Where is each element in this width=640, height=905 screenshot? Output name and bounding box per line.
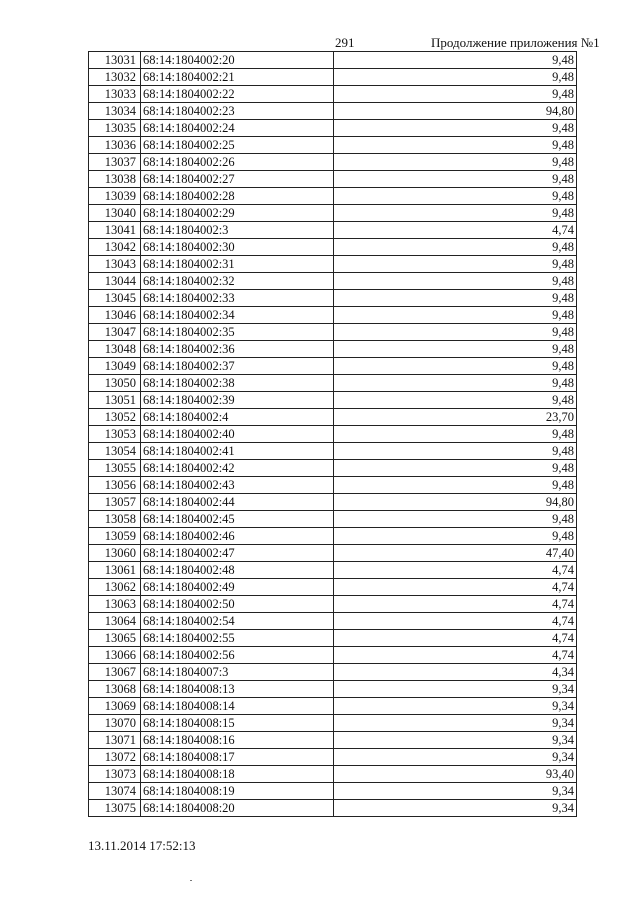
cadastral-number-cell: 68:14:1804002:24: [141, 120, 334, 137]
cadastral-number-cell: 68:14:1804002:43: [141, 477, 334, 494]
value-cell: 9,48: [334, 171, 577, 188]
table-row: [89, 307, 577, 324]
row-number-cell: 13070: [89, 715, 141, 732]
value-cell: 9,48: [334, 426, 577, 443]
row-number-cell: 13038: [89, 171, 141, 188]
value-cell: 4,74: [334, 579, 577, 596]
value-cell: 9,48: [334, 137, 577, 154]
table-row: [89, 392, 577, 409]
cadastral-number-cell: 68:14:1804002:4: [141, 409, 334, 426]
value-cell: 4,74: [334, 613, 577, 630]
cadastral-number-cell: 68:14:1804002:28: [141, 188, 334, 205]
value-cell: 9,48: [334, 358, 577, 375]
value-cell: 9,48: [334, 239, 577, 256]
cadastral-number-cell: 68:14:1804002:25: [141, 137, 334, 154]
row-number-cell: 13039: [89, 188, 141, 205]
table-row: [89, 69, 577, 86]
table-row: [89, 579, 577, 596]
table-row: [89, 511, 577, 528]
value-cell: 93,40: [334, 766, 577, 783]
value-cell: 47,40: [334, 545, 577, 562]
table-row: [89, 562, 577, 579]
cadastral-number-cell: 68:14:1804008:16: [141, 732, 334, 749]
table-row: [89, 154, 577, 171]
row-number-cell: 13046: [89, 307, 141, 324]
cadastral-number-cell: 68:14:1804002:29: [141, 205, 334, 222]
row-number-cell: 13032: [89, 69, 141, 86]
table-row: [89, 341, 577, 358]
row-number-cell: 13034: [89, 103, 141, 120]
table-row: [89, 783, 577, 800]
cadastral-number-cell: 68:14:1804002:55: [141, 630, 334, 647]
value-cell: 9,34: [334, 800, 577, 817]
row-number-cell: 13065: [89, 630, 141, 647]
cadastral-number-cell: 68:14:1804002:48: [141, 562, 334, 579]
row-number-cell: 13056: [89, 477, 141, 494]
row-number-cell: 13047: [89, 324, 141, 341]
cadastral-number-cell: 68:14:1804002:27: [141, 171, 334, 188]
row-number-cell: 13075: [89, 800, 141, 817]
cadastral-number-cell: 68:14:1804002:40: [141, 426, 334, 443]
table-row: [89, 749, 577, 766]
value-cell: 9,48: [334, 120, 577, 137]
value-cell: 9,48: [334, 86, 577, 103]
row-number-cell: 13036: [89, 137, 141, 154]
table-row: [89, 698, 577, 715]
value-cell: 23,70: [334, 409, 577, 426]
cadastral-number-cell: 68:14:1804002:49: [141, 579, 334, 596]
cadastral-number-cell: 68:14:1804002:34: [141, 307, 334, 324]
table-row: [89, 443, 577, 460]
table-row: [89, 545, 577, 562]
cadastral-number-cell: 68:14:1804008:14: [141, 698, 334, 715]
value-cell: 4,34: [334, 664, 577, 681]
table-row: [89, 460, 577, 477]
value-cell: 9,34: [334, 783, 577, 800]
table-row: [89, 171, 577, 188]
row-number-cell: 13055: [89, 460, 141, 477]
cadastral-number-cell: 68:14:1804002:39: [141, 392, 334, 409]
row-number-cell: 13044: [89, 273, 141, 290]
value-cell: 94,80: [334, 103, 577, 120]
table-row: [89, 477, 577, 494]
value-cell: 9,34: [334, 681, 577, 698]
row-number-cell: 13072: [89, 749, 141, 766]
value-cell: 9,48: [334, 324, 577, 341]
row-number-cell: 13066: [89, 647, 141, 664]
value-cell: 9,48: [334, 460, 577, 477]
value-cell: 4,74: [334, 630, 577, 647]
row-number-cell: 13049: [89, 358, 141, 375]
value-cell: 9,48: [334, 341, 577, 358]
table-row: [89, 732, 577, 749]
table-row: [89, 715, 577, 732]
row-number-cell: 13040: [89, 205, 141, 222]
value-cell: 9,34: [334, 715, 577, 732]
row-number-cell: 13052: [89, 409, 141, 426]
value-cell: 9,48: [334, 256, 577, 273]
value-cell: 9,34: [334, 698, 577, 715]
cadastral-number-cell: 68:14:1804002:37: [141, 358, 334, 375]
table-row: [89, 86, 577, 103]
value-cell: 9,48: [334, 477, 577, 494]
value-cell: 94,80: [334, 494, 577, 511]
cadastral-number-cell: 68:14:1804002:3: [141, 222, 334, 239]
cadastral-number-cell: 68:14:1804002:22: [141, 86, 334, 103]
value-cell: 4,74: [334, 596, 577, 613]
row-number-cell: 13031: [89, 52, 141, 69]
cadastral-number-cell: 68:14:1804008:13: [141, 681, 334, 698]
table-row: [89, 596, 577, 613]
cadastral-number-cell: 68:14:1804002:32: [141, 273, 334, 290]
cadastral-number-cell: 68:14:1804002:38: [141, 375, 334, 392]
table-body: [89, 52, 577, 817]
cadastral-number-cell: 68:14:1804002:54: [141, 613, 334, 630]
cadastral-number-cell: 68:14:1804002:56: [141, 647, 334, 664]
cadastral-number-cell: 68:14:1804002:44: [141, 494, 334, 511]
value-cell: 9,48: [334, 511, 577, 528]
value-cell: 9,48: [334, 290, 577, 307]
cadastral-number-cell: 68:14:1804008:18: [141, 766, 334, 783]
row-number-cell: 13048: [89, 341, 141, 358]
row-number-cell: 13062: [89, 579, 141, 596]
cadastral-number-cell: 68:14:1804002:26: [141, 154, 334, 171]
table-row: [89, 409, 577, 426]
value-cell: 4,74: [334, 647, 577, 664]
table-row: [89, 290, 577, 307]
table-row: [89, 256, 577, 273]
cadastral-number-cell: 68:14:1804002:46: [141, 528, 334, 545]
cadastral-number-cell: 68:14:1804002:30: [141, 239, 334, 256]
table-row: [89, 222, 577, 239]
value-cell: 9,48: [334, 188, 577, 205]
row-number-cell: 13033: [89, 86, 141, 103]
row-number-cell: 13035: [89, 120, 141, 137]
cadastral-number-cell: 68:14:1804002:20: [141, 52, 334, 69]
table-row: [89, 664, 577, 681]
row-number-cell: 13045: [89, 290, 141, 307]
table-row: [89, 205, 577, 222]
table-row: [89, 766, 577, 783]
cadastral-number-cell: 68:14:1804002:45: [141, 511, 334, 528]
row-number-cell: 13053: [89, 426, 141, 443]
value-cell: 9,48: [334, 375, 577, 392]
table-row: [89, 358, 577, 375]
row-number-cell: 13042: [89, 239, 141, 256]
value-cell: 9,34: [334, 749, 577, 766]
row-number-cell: 13050: [89, 375, 141, 392]
value-cell: 9,48: [334, 154, 577, 171]
table-row: [89, 375, 577, 392]
value-cell: 9,34: [334, 732, 577, 749]
table-row: [89, 630, 577, 647]
row-number-cell: 13067: [89, 664, 141, 681]
row-number-cell: 13073: [89, 766, 141, 783]
footer-timestamp: 13.11.2014 17:52:13: [88, 838, 196, 853]
table-row: [89, 52, 577, 69]
row-number-cell: 13057: [89, 494, 141, 511]
cadastral-number-cell: 68:14:1804002:21: [141, 69, 334, 86]
cadastral-number-cell: 68:14:1804002:47: [141, 545, 334, 562]
cadastral-number-cell: 68:14:1804002:35: [141, 324, 334, 341]
row-number-cell: 13054: [89, 443, 141, 460]
table-row: [89, 188, 577, 205]
cadastral-number-cell: 68:14:1804007:3: [141, 664, 334, 681]
cadastral-number-cell: 68:14:1804002:42: [141, 460, 334, 477]
row-number-cell: 13061: [89, 562, 141, 579]
row-number-cell: 13060: [89, 545, 141, 562]
value-cell: 9,48: [334, 52, 577, 69]
value-cell: 9,48: [334, 443, 577, 460]
value-cell: 9,48: [334, 307, 577, 324]
value-cell: 9,48: [334, 528, 577, 545]
table-row: [89, 528, 577, 545]
cadastral-number-cell: 68:14:1804002:36: [141, 341, 334, 358]
value-cell: 4,74: [334, 562, 577, 579]
row-number-cell: 13051: [89, 392, 141, 409]
land-plot-table: [88, 51, 577, 817]
table-row: [89, 613, 577, 630]
row-number-cell: 13074: [89, 783, 141, 800]
cadastral-number-cell: 68:14:1804002:33: [141, 290, 334, 307]
table-row: [89, 681, 577, 698]
table-row: [89, 426, 577, 443]
cadastral-number-cell: 68:14:1804008:15: [141, 715, 334, 732]
row-number-cell: 13043: [89, 256, 141, 273]
table-row: [89, 120, 577, 137]
value-cell: 9,48: [334, 273, 577, 290]
table-row: [89, 273, 577, 290]
row-number-cell: 13059: [89, 528, 141, 545]
cadastral-number-cell: 68:14:1804002:31: [141, 256, 334, 273]
cadastral-number-cell: 68:14:1804008:19: [141, 783, 334, 800]
value-cell: 4,74: [334, 222, 577, 239]
scan-artifact: [190, 880, 192, 881]
page-header-title: Продолжение приложения №1: [431, 35, 600, 50]
table-row: [89, 137, 577, 154]
row-number-cell: 13068: [89, 681, 141, 698]
cadastral-number-cell: 68:14:1804002:50: [141, 596, 334, 613]
table-row: [89, 103, 577, 120]
value-cell: 9,48: [334, 205, 577, 222]
table-row: [89, 324, 577, 341]
value-cell: 9,48: [334, 69, 577, 86]
row-number-cell: 13063: [89, 596, 141, 613]
value-cell: 9,48: [334, 392, 577, 409]
table-row: [89, 647, 577, 664]
cadastral-number-cell: 68:14:1804008:20: [141, 800, 334, 817]
table-row: [89, 239, 577, 256]
table-row: [89, 494, 577, 511]
row-number-cell: 13058: [89, 511, 141, 528]
cadastral-number-cell: 68:14:1804002:41: [141, 443, 334, 460]
table-row: [89, 800, 577, 817]
page-number: 291: [335, 35, 355, 50]
cadastral-number-cell: 68:14:1804002:23: [141, 103, 334, 120]
row-number-cell: 13041: [89, 222, 141, 239]
cadastral-number-cell: 68:14:1804008:17: [141, 749, 334, 766]
row-number-cell: 13069: [89, 698, 141, 715]
row-number-cell: 13037: [89, 154, 141, 171]
row-number-cell: 13071: [89, 732, 141, 749]
row-number-cell: 13064: [89, 613, 141, 630]
